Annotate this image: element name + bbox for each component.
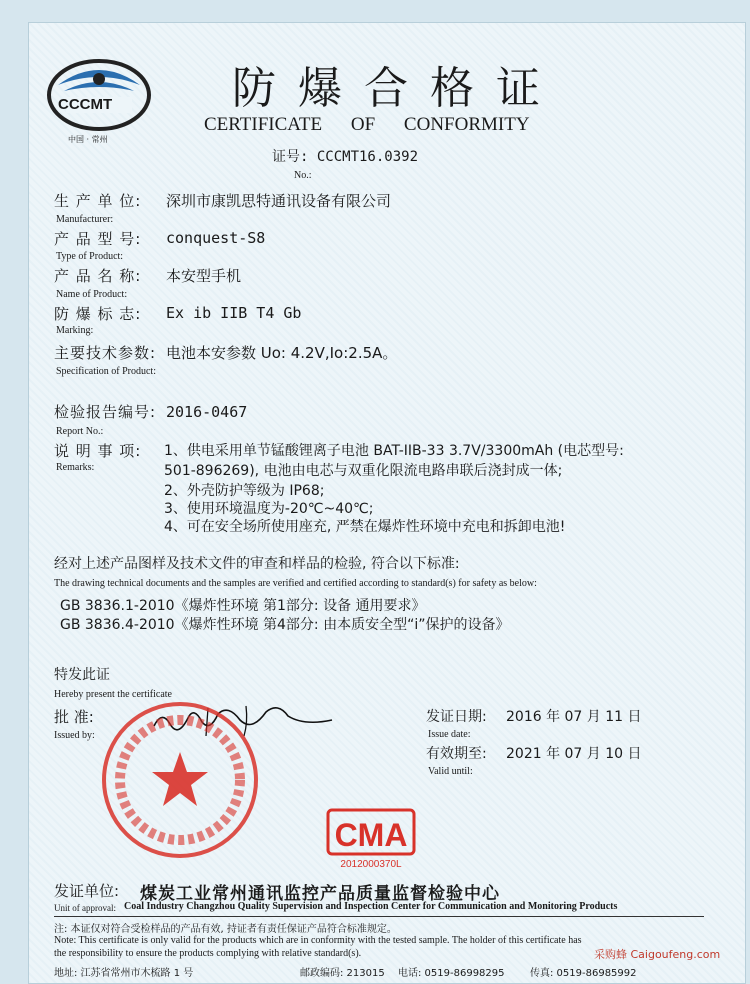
standards-intro-en: The drawing technical documents and the samples are verified and certified according to standard(s) for safety as below:	[54, 578, 537, 589]
report-en-label: Report No.:	[56, 426, 104, 437]
issued-by-label: 批 准:	[54, 708, 94, 726]
address: 地址: 江苏省常州市木梳路 1 号	[54, 968, 194, 979]
standard-item: GB 3836.4-2010《爆炸性环境 第4部分: 由本质安全型“i”保护的设备》	[60, 617, 510, 633]
name-en-label: Name of Product:	[56, 289, 128, 300]
remark-line: 2、外壳防护等级为 IP68;	[164, 483, 325, 499]
logo-caption: 中国 · 常州	[68, 135, 108, 144]
note-en-2: the responsibility to ensure the products complying with relative standard(s).	[54, 948, 362, 959]
type-value: conquest-S8	[166, 229, 266, 247]
manufacturer-label: 生 产 单 位:	[54, 192, 142, 210]
cma-mark-icon	[326, 808, 416, 870]
remark-line: 4、可在安全场所使用座充, 严禁在爆炸性环境中充电和拆卸电池!	[164, 519, 566, 535]
spec-value: 电池本安参数 Uo: 4.2V,Io:2.5A。	[166, 344, 398, 362]
cma-number: 2012000370L	[340, 859, 402, 870]
hereby-en: Hereby present the certificate	[54, 689, 172, 700]
title-en: CERTIFICATE OF CONFORMITY	[204, 114, 530, 135]
remarks-label: 说 明 事 项:	[54, 442, 142, 460]
note-zh: 注: 本证仅对符合受检样品的产品有效, 持证者有责任保证产品符合标准规定。	[54, 924, 397, 935]
remark-line: 1、供电采用单节锰酸锂离子电池 BAT-IIB-33 3.7V/3300mAh (电芯型号:	[164, 443, 624, 459]
approval-unit-en-value: Coal Industry Changzhou Quality Supervision and Inspection Center for Communication and Monitoring Products	[124, 901, 618, 912]
remark-line: 3、使用环境温度为-20℃~40℃;	[164, 501, 374, 517]
standard-item: GB 3836.1-2010《爆炸性环境 第1部分: 设备 通用要求》	[60, 598, 426, 614]
logo-text: CCCMT	[58, 96, 113, 113]
name-value: 本安型手机	[166, 267, 242, 285]
official-stamp-icon	[100, 700, 260, 860]
title-zh: 防爆合格证	[232, 63, 562, 114]
remark-line: 501-896269), 电池由电芯与双重化限流电路串联后浇封成一体;	[164, 463, 563, 479]
type-label: 产 品 型 号:	[54, 230, 142, 248]
cma-text: CMA	[334, 817, 408, 853]
valid-until-en: Valid until:	[428, 766, 473, 777]
phone: 电话: 0519-86998295	[398, 968, 505, 979]
cert-number: 证号: CCCMT16.0392	[272, 149, 419, 165]
report-label: 检验报告编号:	[54, 403, 157, 421]
issued-by-en: Issued by:	[54, 730, 95, 741]
approval-unit-value: 煤炭工业常州通讯监控产品质量监督检验中心	[140, 884, 500, 904]
manufacturer-value: 深圳市康凯思特通讯设备有限公司	[166, 192, 392, 210]
standards-intro-zh: 经对上述产品图样及技术文件的审查和样品的检验, 符合以下标准:	[54, 556, 460, 572]
footer-divider	[54, 916, 704, 917]
report-value: 2016-0467	[166, 403, 248, 421]
approval-unit-en-label: Unit of approval:	[54, 903, 116, 913]
issue-date-value: 2016 年 07 月 11 日	[506, 709, 642, 725]
spec-label: 主要技术参数:	[54, 344, 157, 362]
manufacturer-en-label: Manufacturer:	[56, 214, 114, 225]
valid-until-label: 有效期至:	[426, 746, 487, 762]
hereby-zh: 特发此证	[54, 667, 110, 683]
postcode: 邮政编码: 213015	[300, 968, 385, 979]
spec-en-label: Specification of Product:	[56, 366, 156, 377]
valid-until-value: 2021 年 07 月 10 日	[506, 746, 642, 762]
issue-date-label: 发证日期:	[426, 709, 487, 725]
cert-number-en-label: No.:	[294, 170, 312, 181]
note-en-1: Note: This certificate is only valid for the products which are in conformity with the tested sample. The holder of this certificate has	[54, 935, 582, 946]
type-en-label: Type of Product:	[56, 251, 124, 262]
marking-en-label: Marking:	[56, 325, 94, 336]
issue-date-en: Issue date:	[428, 729, 471, 740]
approval-unit-label: 发证单位:	[54, 882, 120, 900]
marking-value: Ex ib IIB T4 Gb	[166, 304, 302, 322]
name-label: 产 品 名 称:	[54, 267, 142, 285]
watermark: 采购蜂 Caigoufeng.com	[594, 948, 721, 961]
fax: 传真: 0519-86985992	[530, 968, 637, 979]
marking-label: 防 爆 标 志:	[54, 305, 142, 323]
remarks-en-label: Remarks:	[56, 462, 95, 473]
